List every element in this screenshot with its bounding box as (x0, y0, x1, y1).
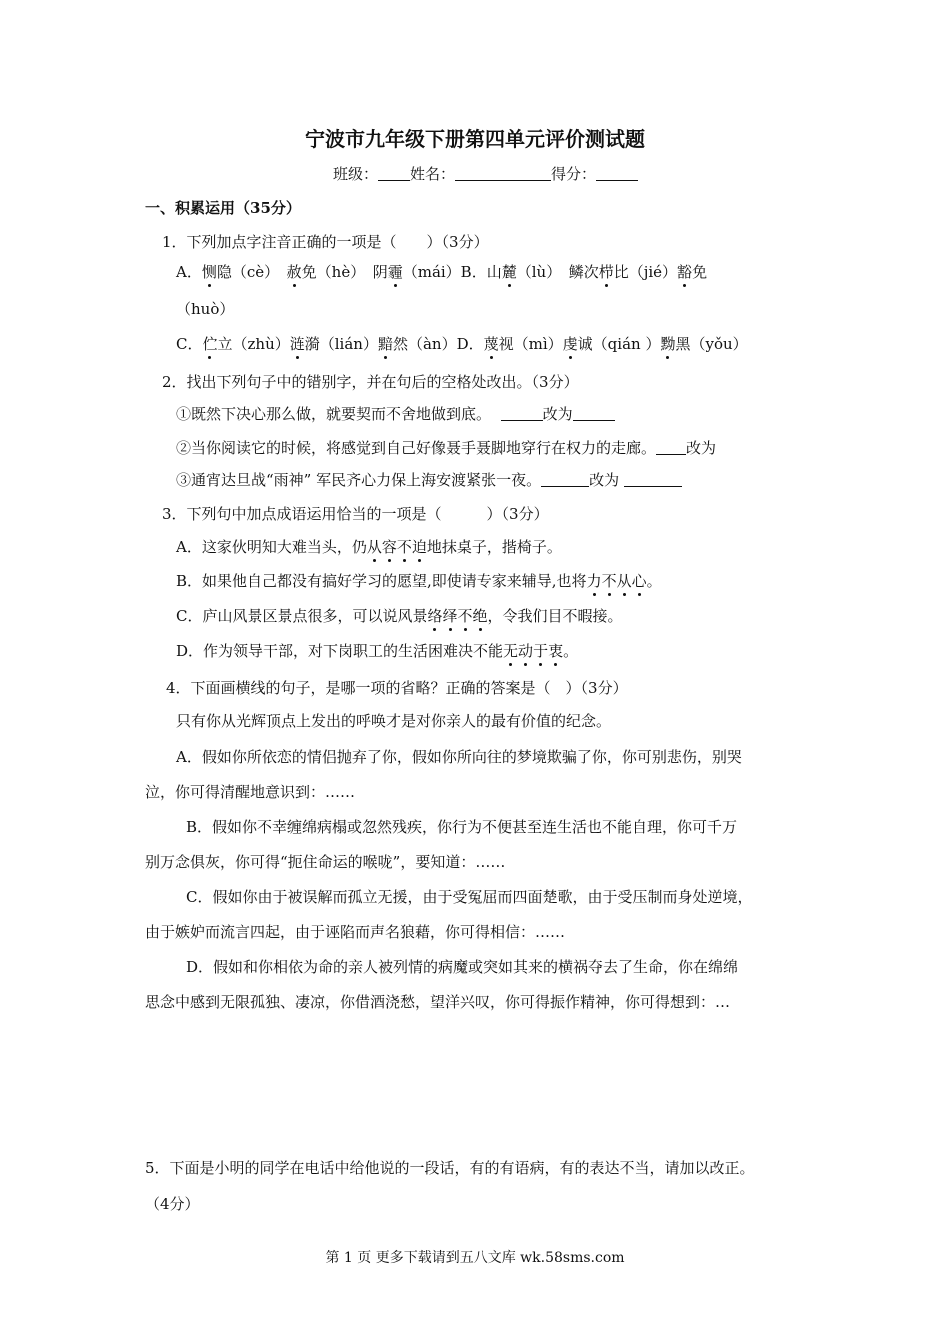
dotted-char: 涟 (289, 335, 305, 353)
page-title: 宁波市九年级下册第四单元评价测试题 (305, 127, 645, 151)
q3-b-suffix: 。 (646, 572, 662, 590)
score-blank[interactable] (596, 166, 638, 181)
q1-text: 诚（qián ） (577, 335, 661, 353)
answer-blank[interactable] (573, 406, 615, 421)
answer-blank[interactable] (656, 440, 686, 455)
dotted-char: 从 (616, 572, 632, 590)
q3-option-c (176, 606, 623, 626)
page-footer: 第 1 页 更多下载请到五八文库 wk.58sms.com (325, 1250, 625, 1266)
name-blank[interactable] (455, 166, 551, 181)
q1-text: 比（jié） (613, 263, 678, 281)
q3-c-prefix: C．庐山风景区景点很多，可以说风景 (176, 607, 428, 625)
q4-quote: 只有你从光辉顶点上发出的呼唤才是对你亲人的最有价值的纪念。 (176, 712, 612, 730)
q4-option-a-line1: A．假如你所依恋的情侣抛弃了你，假如你所向往的梦境欺骗了你，你可别悲伤，别哭 (176, 748, 742, 766)
dotted-char: 无 (503, 642, 519, 660)
q2-sentence-1 (176, 404, 615, 424)
q3-option-a (176, 537, 562, 557)
dotted-char: 于 (533, 642, 549, 660)
answer-blank[interactable] (541, 472, 589, 487)
dotted-char: 力 (586, 572, 602, 590)
q1-text: 免 (692, 263, 708, 281)
dotted-char: 从 (366, 538, 382, 556)
q2-s3-text: ③通宵达旦战“雨神” 军民齐心力保上海安渡紧张一夜。 (176, 471, 542, 489)
q3-d-prefix: D．作为领导干部，对下岗职工的生活困难决不能 (176, 642, 504, 660)
q4-option-b-line1: B．假如你不幸缠绵病榻或忽然残疾，你行为不便甚至连生活也不能自理，你可千万 (186, 818, 738, 836)
q1-text: 视（mì） (498, 335, 563, 353)
q1-stem: 1．下列加点字注音正确的一项是（ ）（3分） (162, 233, 489, 251)
name-label: 姓名： (410, 165, 456, 183)
answer-blank[interactable] (501, 406, 543, 421)
q3-d-suffix: 。 (563, 642, 579, 660)
q4-option-a-line2: 泣，你可得清醒地意识到：…… (145, 783, 356, 801)
q1-text: 立（zhù） (217, 335, 290, 353)
q1-text: 隐（cè） (216, 263, 287, 281)
change-label: 改为 (589, 471, 620, 489)
q4-option-b-line2: 别万念俱灰，你可得“扼住命运的喉咙”，要知道：…… (145, 853, 506, 871)
q4-stem: 4．下面画横线的句子，是哪一项的省略？正确的答案是（ ）（3分） (166, 679, 628, 697)
dotted-char: 动 (518, 642, 534, 660)
dotted-char: 豁 (677, 263, 693, 281)
q4-option-c-line1: C．假如你由于被误解而孤立无援，由于受冤屈而四面楚歌，由于受压制而身处逆境， (186, 888, 753, 906)
dotted-char: 麓 (501, 263, 517, 281)
dotted-char: 容 (381, 538, 397, 556)
q1-text: 然（àn）D． (392, 335, 484, 353)
q4-option-c-line2: 由于嫉妒而流言四起，由于诬陷而声名狼藉，你可得相信：…… (145, 923, 566, 941)
dotted-char: 虔 (562, 335, 578, 353)
dotted-char: 绝 (472, 607, 488, 625)
q5-stem: 5．下面是小明的同学在电话中给他说的一段话，有的有语病，有的表达不当，请加以改正。 (145, 1159, 755, 1177)
class-label: 班级： (333, 165, 379, 183)
q1-text: 免（hè） 阴 (301, 263, 388, 281)
dotted-char: 伫 (202, 335, 218, 353)
dotted-char: 栉 (598, 263, 614, 281)
dotted-char: 衷 (548, 642, 564, 660)
change-label: 改为 (686, 439, 717, 457)
q3-option-b (176, 571, 662, 591)
q1-text: （lù） 鳞次 (516, 263, 599, 281)
change-label: 改为 (542, 405, 573, 423)
dotted-char: 不 (457, 607, 473, 625)
dotted-char: 迫 (411, 538, 427, 556)
q1-option-ab (176, 262, 707, 282)
q2-s2-text: ②当你阅读它的时候，将感觉到自己好像聂手聂脚地穿行在权力的走廊。 (176, 439, 657, 457)
q1-c-prefix: C． (176, 335, 203, 353)
dotted-char: 黝 (660, 335, 676, 353)
dotted-char: 心 (631, 572, 647, 590)
dotted-char: 不 (601, 572, 617, 590)
dotted-char: 霾 (387, 263, 403, 281)
dotted-char: 不 (396, 538, 412, 556)
q3-stem: 3．下列句中加点成语运用恰当的一项是（ ）（3分） (162, 505, 549, 523)
dotted-char: 黯 (377, 335, 393, 353)
q3-b-prefix: B．如果他自己都没有搞好学习的愿望,即使请专家来辅导,也将 (176, 572, 587, 590)
dotted-char: 恻 (201, 263, 217, 281)
q5-points: （4分） (145, 1195, 200, 1213)
dotted-char: 蔑 (483, 335, 499, 353)
class-blank[interactable] (378, 166, 410, 181)
q1-text: 黑（yǒu） (675, 335, 748, 353)
q3-option-d (176, 641, 578, 661)
q4-option-d-line1: D．假如和你相依为命的亲人被列情的病魔或突如其来的横祸夺去了生命，你在绵绵 (186, 958, 739, 976)
q3-a-suffix: 地抹桌子，揩椅子。 (426, 538, 562, 556)
q1-option-cd (176, 334, 748, 354)
q3-c-suffix: ，令我们目不暇接。 (487, 607, 623, 625)
score-label: 得分： (551, 165, 597, 183)
q1-text: （mái）B．山 (402, 263, 502, 281)
dotted-char: 络 (427, 607, 443, 625)
q2-s1-text: ①既然下决心那么做，就要契而不舍地做到底。 (176, 405, 492, 423)
answer-blank[interactable] (624, 472, 682, 487)
q1-text: 漪（lián） (304, 335, 378, 353)
q2-sentence-2 (176, 438, 716, 458)
q4-option-d-line2: 思念中感到无限孤独、凄凉，你借酒浇愁，望洋兴叹，你可得振作精神，你可得想到：… (145, 993, 731, 1011)
dotted-char: 绎 (442, 607, 458, 625)
student-info-line (333, 164, 638, 184)
q2-stem: 2．找出下列句子中的错别字，并在句后的空格处改出。（3分） (162, 373, 579, 391)
section-heading: 一、积累运用（35分） (145, 199, 301, 217)
q1-a-prefix: A． (176, 263, 202, 281)
dotted-char: 赦 (286, 263, 302, 281)
q1-option-b-cont: （huò） (176, 300, 235, 318)
q3-a-prefix: A．这家伙明知大难当头，仍 (176, 538, 367, 556)
q2-sentence-3 (176, 470, 682, 490)
